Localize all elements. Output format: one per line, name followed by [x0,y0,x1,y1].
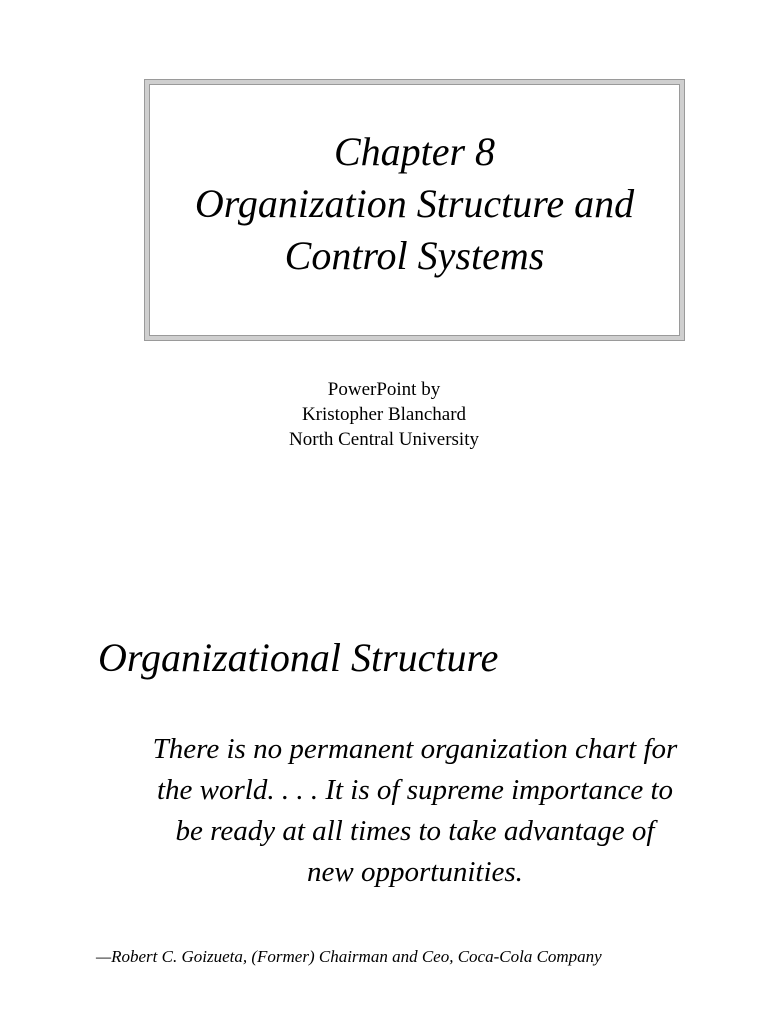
chapter-title-line-2: Organization Structure and [194,181,635,226]
title-frame [144,79,685,341]
section-heading: Organizational Structure [98,635,499,680]
quote-line-4: new opportunities. [307,856,523,888]
credit-line-2: Kristopher Blanchard [301,404,467,425]
quote-attribution: —Robert C. Goizueta, (Former) Chairman and Ceo, Coca-Cola Company [96,947,602,966]
quote [90,729,740,893]
credit-line-1: PowerPoint by [327,379,441,400]
quote-line-3: be ready at all times to take advantage of [175,815,655,847]
credit-line-3: North Central University [289,429,479,450]
quote-line-2: the world. . . . It is of supreme importance to [156,774,674,806]
title-box [149,84,680,336]
chapter-title-line-1: Chapter 8 [333,129,496,174]
credits [0,377,768,452]
chapter-title-line-3: Control Systems [284,233,545,278]
quote-line-1: There is no permanent organization chart for [152,733,678,765]
